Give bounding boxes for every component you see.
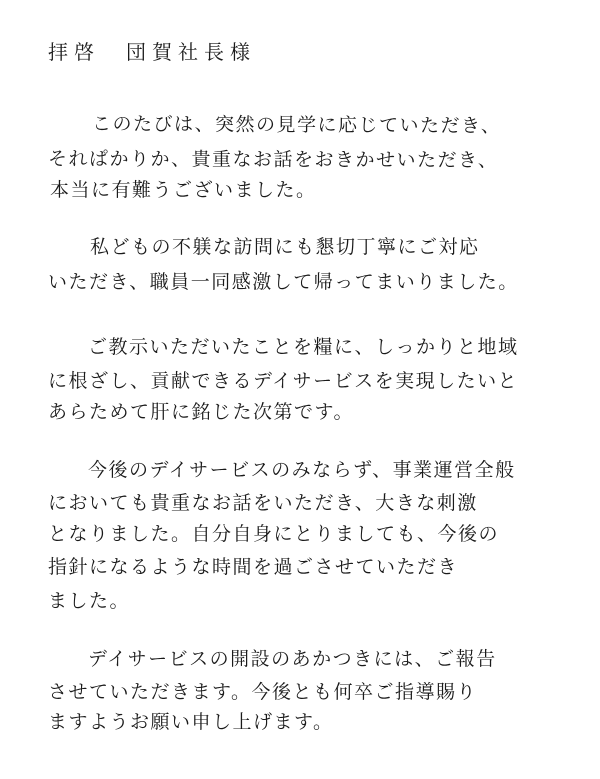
paragraph-4-line-2: においても貴重なお話をいただき、大きな刺激 [48,492,478,514]
paragraph-5-line-1: デイサービスの開設のあかつきには、ご報告 [88,648,497,670]
paragraph-4-line-1: 今後のデイサービスのみならず、事業運営全般 [88,459,516,481]
paragraph-2-line-1: 私どもの不躾な訪問にも懇切丁寧にご対応 [90,236,480,258]
paragraph-2-line-2: いただき、職員一同感激して帰ってまいりました。 [48,271,519,293]
paragraph-3-line-2: に根ざし、貢献できるデイサービスを実現したいと [48,370,519,392]
letter-greeting: 拝啓 団賀社長様 [48,40,256,64]
paragraph-1-line-1: このたびは、突然の見学に応じていただき、 [91,113,502,138]
paragraph-3-line-1: ご教示いただいたことを糧に、しっかりと地域 [88,336,519,358]
paragraph-1-line-3: 本当に有難うございました。 [50,179,317,201]
paragraph-4-line-4: 指針になるような時間を過ごさせていただき [48,556,459,578]
paragraph-5-line-2: させていただきます。今後とも何卒ご指導賜り [48,681,477,703]
paragraph-4-line-3: となりました。自分自身にとりましても、今後の [48,523,500,545]
paragraph-4-line-5: ました。 [48,590,131,612]
paragraph-5-line-3: ますようお願い申し上げます。 [48,711,334,733]
paragraph-3-line-3: あらためて肝に銘じた次第です。 [48,401,354,423]
paragraph-1-line-2: それぱかりか、貴重なお話をおきかせいただき、 [47,148,499,172]
